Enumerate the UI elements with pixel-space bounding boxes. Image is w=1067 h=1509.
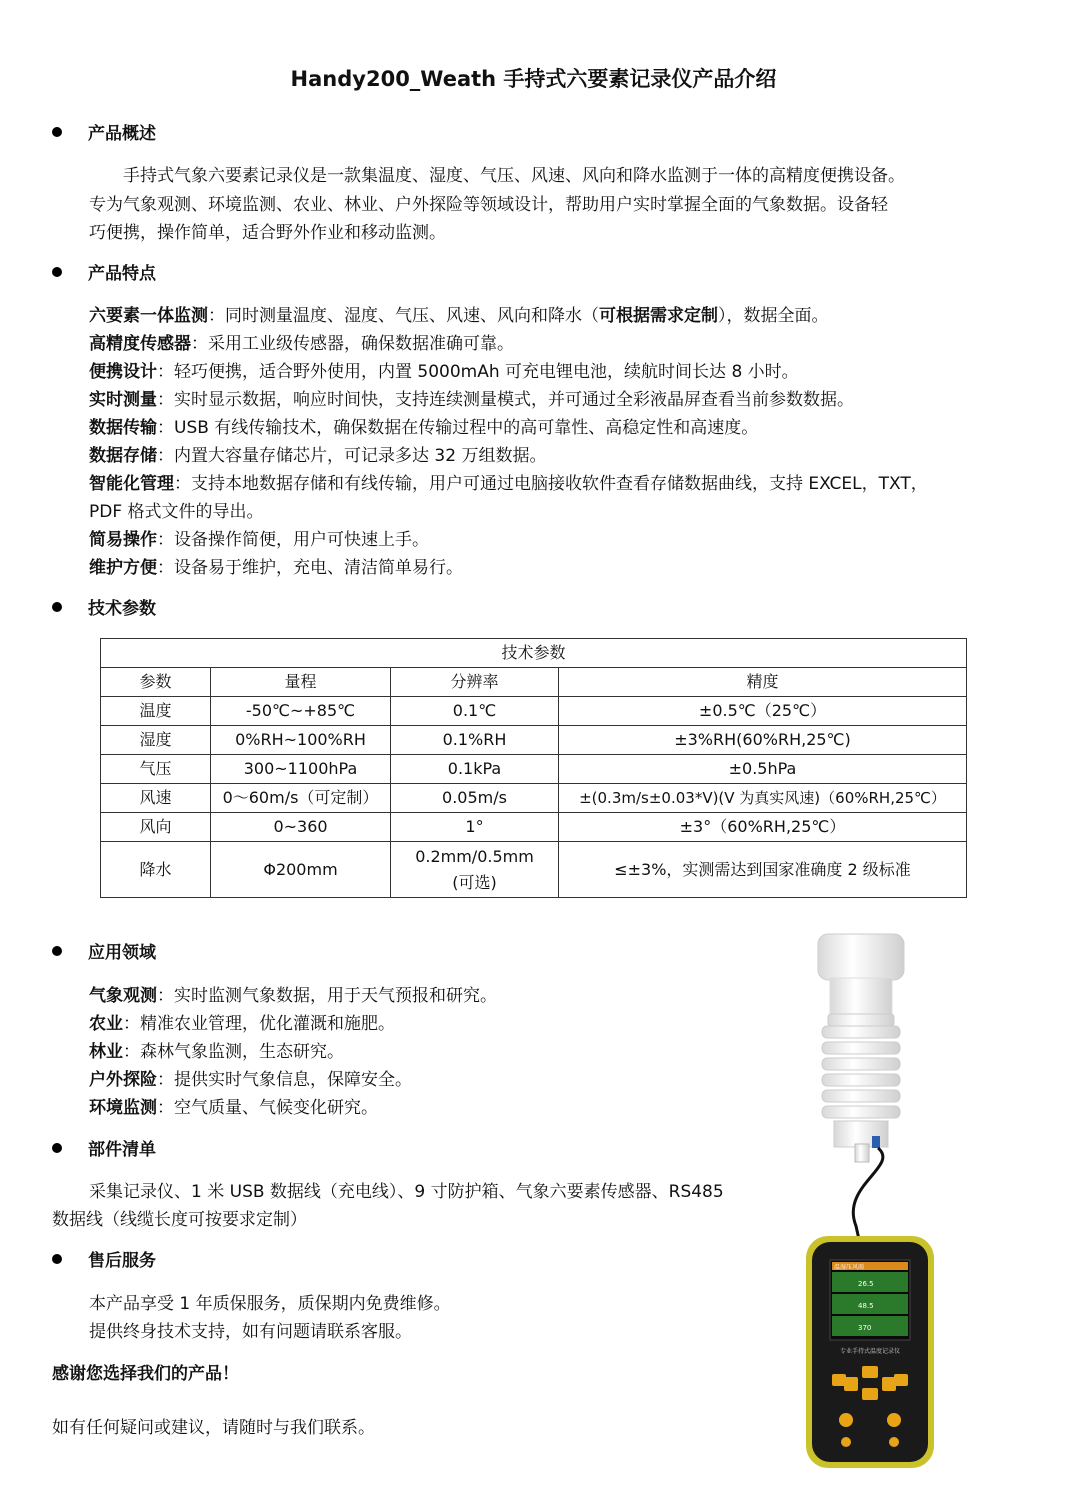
feature-item: 数据传输：USB 有线传输技术，确保数据在传输过程中的高可靠性、高稳定性和高速度。 bbox=[89, 418, 759, 438]
device-label: 专业手持式温度记录仪 bbox=[840, 1348, 901, 1355]
table-cell: 湿度 bbox=[101, 726, 211, 755]
table-cell: ±(0.3m/s±0.03*V)(V 为真实风速)（60%RH,25℃） bbox=[559, 784, 967, 813]
table-cell: ≤±3%，实测需达到国家准确度 2 级标准 bbox=[559, 842, 967, 898]
table-row bbox=[101, 842, 967, 898]
device-button bbox=[894, 1374, 908, 1386]
feature-item: 实时测量：实时显示数据，响应时间快，支持连续测量模式，并可通过全彩液晶屏查看当前参数数据。 bbox=[89, 390, 854, 410]
table-cell: 0%RH~100%RH bbox=[211, 726, 391, 755]
table-cell: ±3%RH(60%RH,25℃) bbox=[559, 726, 967, 755]
table-row bbox=[101, 784, 967, 813]
service-line: 本产品享受 1 年质保服务，质保期内免费维修。 bbox=[89, 1294, 451, 1314]
table-title-row bbox=[101, 639, 967, 668]
section-heading: 产品特点 bbox=[88, 264, 156, 284]
bullet-icon bbox=[52, 946, 62, 956]
table-cell: ±3°（60%RH,25℃） bbox=[559, 813, 967, 842]
contact-text: 如有任何疑问或建议，请随时与我们联系。 bbox=[52, 1418, 375, 1438]
parts-line: 采集记录仪、1 米 USB 数据线（充电线）、9 寸防护箱、气象六要素传感器、RS485 bbox=[89, 1182, 724, 1202]
bullet-icon bbox=[52, 267, 62, 277]
section-overview bbox=[52, 121, 156, 147]
device-button bbox=[841, 1437, 851, 1447]
table-cell: 0~360 bbox=[211, 813, 391, 842]
section-heading: 售后服务 bbox=[88, 1251, 156, 1271]
device-illustration bbox=[800, 926, 940, 1471]
section-service bbox=[52, 1248, 156, 1274]
table-cell: 1° bbox=[391, 813, 559, 842]
table-cell: ±0.5℃（25℃） bbox=[559, 697, 967, 726]
bullet-icon bbox=[52, 602, 62, 612]
table-cell-line: 0.2mm/0.5mm bbox=[415, 846, 534, 866]
page-title: Handy200_Weath 手持式六要素记录仪产品介绍 bbox=[290, 67, 777, 91]
table-cell: 300~1100hPa bbox=[211, 755, 391, 784]
table-cell: -50℃~+85℃ bbox=[211, 697, 391, 726]
feature-item: 便携设计：轻巧便携，适合野外使用，内置 5000mAh 可充电锂电池，续航时间长达 8 小时。 bbox=[89, 362, 799, 382]
application-item: 林业：森林气象监测，生态研究。 bbox=[89, 1042, 344, 1062]
device-button bbox=[889, 1437, 899, 1447]
table-cell-line: (可选) bbox=[452, 872, 497, 892]
table-row bbox=[101, 755, 967, 784]
feature-item: 六要素一体监测：同时测量温度、湿度、气压、风速、风向和降水（可根据需求定制），数据全面。 bbox=[89, 306, 829, 326]
service-line: 提供终身技术支持，如有问题请联系客服。 bbox=[89, 1322, 412, 1342]
spec-table bbox=[100, 638, 967, 898]
table-title: 技术参数 bbox=[101, 639, 967, 668]
section-features bbox=[52, 261, 156, 287]
overview-line: 专为气象观测、环境监测、农业、林业、户外探险等领域设计，帮助用户实时掌握全面的气象数据。设备轻 bbox=[89, 194, 888, 215]
section-heading: 技术参数 bbox=[88, 599, 156, 619]
table-cell: ±0.5hPa bbox=[559, 755, 967, 784]
feature-item: 维护方便：设备易于维护，充电、清洁简单易行。 bbox=[89, 558, 463, 578]
parts-line: 数据线（线缆长度可按要求定制） bbox=[52, 1210, 307, 1230]
overview-text bbox=[89, 162, 1019, 248]
service-text bbox=[89, 1290, 769, 1346]
feature-list bbox=[89, 302, 989, 582]
table-row bbox=[101, 813, 967, 842]
bullet-icon bbox=[52, 127, 62, 137]
handheld-logger-image bbox=[806, 1236, 934, 1468]
application-item: 户外探险：提供实时气象信息，保障安全。 bbox=[89, 1070, 412, 1090]
application-list bbox=[89, 982, 769, 1122]
table-cell bbox=[391, 842, 559, 898]
column-header: 分辨率 bbox=[391, 668, 559, 697]
application-item: 环境监测：空气质量、气候变化研究。 bbox=[89, 1098, 378, 1118]
device-button bbox=[832, 1374, 846, 1386]
device-button bbox=[887, 1413, 901, 1427]
column-header: 参数 bbox=[101, 668, 211, 697]
section-applications bbox=[52, 940, 156, 966]
table-cell: 0.1kPa bbox=[391, 755, 559, 784]
bullet-icon bbox=[52, 1143, 62, 1153]
table-cell: 降水 bbox=[101, 842, 211, 898]
application-item: 农业：精准农业管理，优化灌溉和施肥。 bbox=[89, 1014, 395, 1034]
device-button bbox=[862, 1366, 878, 1378]
parts-text bbox=[52, 1178, 772, 1234]
section-heading: 部件清单 bbox=[88, 1140, 156, 1160]
device-button bbox=[844, 1377, 858, 1391]
bullet-icon bbox=[52, 1254, 62, 1264]
screen-value: 48.5 bbox=[858, 1302, 874, 1310]
weather-sensor-image bbox=[818, 934, 904, 1162]
screen-value: 370 bbox=[858, 1324, 872, 1332]
section-heading: 应用领域 bbox=[88, 943, 156, 963]
table-cell: 0～60m/s（可定制） bbox=[211, 784, 391, 813]
table-cell: Φ200mm bbox=[211, 842, 391, 898]
section-heading: 产品概述 bbox=[88, 124, 156, 144]
table-cell: 0.05m/s bbox=[391, 784, 559, 813]
column-header: 量程 bbox=[211, 668, 391, 697]
feature-item: 高精度传感器：采用工业级传感器，确保数据准确可靠。 bbox=[89, 334, 514, 354]
table-cell: 温度 bbox=[101, 697, 211, 726]
screen-header: 温湿压风雨 bbox=[834, 1264, 865, 1271]
section-parts bbox=[52, 1137, 156, 1163]
table-cell: 0.1%RH bbox=[391, 726, 559, 755]
section-specs bbox=[52, 596, 156, 622]
feature-item: 简易操作：设备操作简便，用户可快速上手。 bbox=[89, 530, 429, 550]
table-header-row bbox=[101, 668, 967, 697]
table-cell: 风向 bbox=[101, 813, 211, 842]
overview-line: 手持式气象六要素记录仪是一款集温度、湿度、气压、风速、风向和降水监测于一体的高精度便携设备。 bbox=[123, 166, 905, 186]
column-header: 精度 bbox=[559, 668, 967, 697]
table-row bbox=[101, 697, 967, 726]
overview-line: 巧便携，操作简单，适合野外作业和移动监测。 bbox=[89, 223, 446, 243]
table-row bbox=[101, 726, 967, 755]
thanks-text: 感谢您选择我们的产品！ bbox=[52, 1364, 239, 1384]
application-item: 气象观测：实时监测气象数据，用于天气预报和研究。 bbox=[89, 986, 497, 1006]
feature-item-cont: PDF 格式文件的导出。 bbox=[89, 502, 264, 522]
feature-item: 智能化管理：支持本地数据存储和有线传输，用户可通过电脑接收软件查看存储数据曲线，支持 EXCEL，TXT， bbox=[89, 474, 928, 494]
device-button bbox=[882, 1377, 896, 1391]
table-cell: 0.1℃ bbox=[391, 697, 559, 726]
device-button bbox=[862, 1388, 878, 1400]
power-button bbox=[839, 1413, 853, 1427]
table-cell: 气压 bbox=[101, 755, 211, 784]
screen-value: 26.5 bbox=[858, 1280, 874, 1288]
table-cell: 风速 bbox=[101, 784, 211, 813]
feature-item: 数据存储：内置大容量存储芯片，可记录多达 32 万组数据。 bbox=[89, 446, 547, 466]
